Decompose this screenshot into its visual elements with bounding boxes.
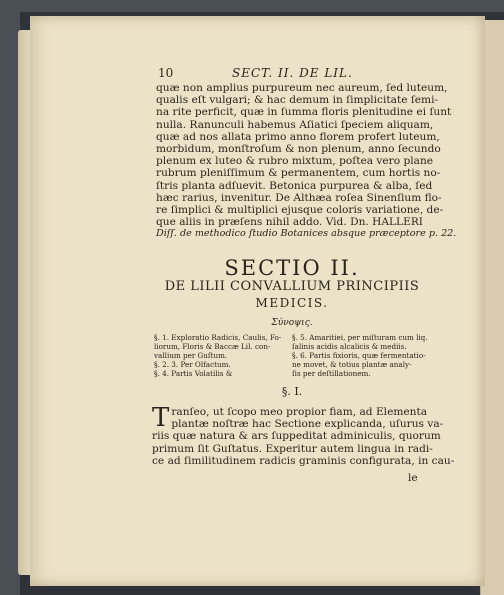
section-title: SECTIO II. [224,256,360,280]
citation-line: Diſſ. de methodico ſtudio Botanices absque præceptore p. 22. [156,228,457,240]
text-line: rubrum pleniſſimum & permanentem, cum hortis no- [156,167,441,180]
section-one-paragraph [152,403,455,467]
running-head: SECT. II. DE LIL. [232,66,353,80]
toc-entry: ſalinis acidis alcalicis & mediis. [292,342,407,351]
page-number: 10 [158,66,174,80]
page-header [158,66,378,82]
text-line: nulla. Ranunculi habemus Aſiatici ſpeciem aliquam, [156,118,434,131]
synopsis-heading: Σύνοψις. [271,318,313,328]
text-line: quæ ad nos allata primo anno florem profert luteum, [156,130,440,143]
toc-entry: §. 2. 3. Per Olfactum. [154,360,231,369]
text-line: na rite perficit, quæ in ſumma floris plenitudine ei ſunt [156,106,452,119]
text-line: plantæ noſtræ hac Sectione explicanda, uſurus va- [171,418,444,431]
text-line: morbidum, monſtroſum & non plenum, anno ſecundo [156,143,441,156]
text-line: ranſeo, ut ſcopo meo propior fiam, ad Elementa [171,406,428,418]
body-paragraph [156,82,457,241]
section-subtitle-2: MEDICIS. [255,296,329,310]
paragraph-heading: §. I. [281,385,303,398]
toc-left-column [154,333,290,378]
text-line: qualis eſt vulgari; & hac demum in ſimplicitate ſemi- [156,94,439,107]
text-line: ce ad ſimilitudinem radicis graminis configurata, in cau- [152,454,455,467]
toc-entry: §. 6. Partis fixioris, quæ fermentatio- [292,351,426,360]
text-line: quæ non amplius purpureum nec aureum, ſed luteum, [156,82,448,94]
text-line: primum ſit Guſtatus. Experitur autem lingua in radi- [152,442,433,455]
drop-cap: T [152,403,170,433]
toc-entry: §. 4. Partis Volatilis & [154,369,233,378]
toc-entry: ne movet, & totius plantæ analy- [292,360,412,369]
toc-entry: §. 5. Amaritiei, per miſturam cum liq. [292,333,428,342]
text-line: plenum ex luteo & rubro mixtum, poſtea vero plane [156,155,434,168]
toc-entry: §. 1. Exploratio Radicis, Caulis, Fo- [154,333,282,342]
text-line: hæc rarius, invenitur. De Althæa roſea Sinenſium flo- [156,191,442,204]
text-line: que aliis in præſens nihil addo. Vid. Dn. HALLERI [156,216,423,229]
toc-right-column [292,333,432,378]
toc-entry: liorum, Floris & Baccæ Lil. con- [154,342,271,351]
toc-entry: ſis per deſtillationem. [292,369,371,378]
text-line: riis quæ natura & ars ſuppeditat adminiculis, quorum [152,430,441,443]
section-subtitle: DE LILII CONVALLIUM PRINCIPIIS [164,279,420,294]
toc-entry: vallium per Guſtum. [154,351,228,360]
text-line: re ſimplici & multiplici ejusque coloris variatione, de- [156,204,444,217]
catchword: le [408,472,418,484]
text-line: ſtris planta adſuevit. Betonica purpurea & alba, ſed [156,179,433,192]
